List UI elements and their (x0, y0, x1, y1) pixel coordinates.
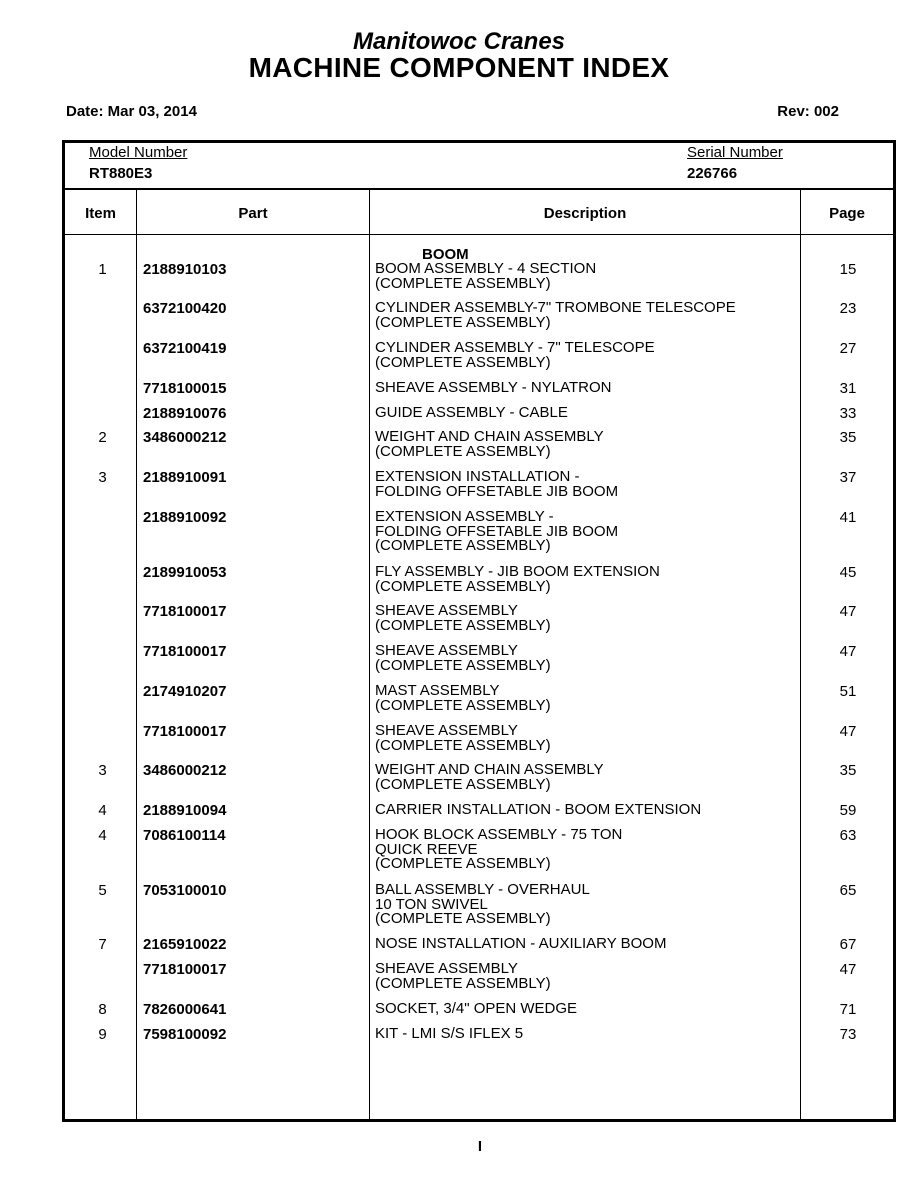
row-description-line: WEIGHT AND CHAIN ASSEMBLY (375, 761, 604, 778)
row-description (375, 262, 805, 291)
serial-number-value: 226766 (687, 165, 738, 182)
row-description-line: CYLINDER ASSEMBLY-7" TROMBONE TELESCOPE (375, 299, 736, 316)
row-description-line: (COMPLETE ASSEMBLY) (375, 910, 551, 927)
document-revision: Rev: 002 (777, 103, 839, 120)
row-description-line: SHEAVE ASSEMBLY - NYLATRON (375, 379, 612, 396)
row-description (375, 828, 805, 872)
row-part-number: 3486000212 (143, 429, 227, 446)
row-item-number: 8 (98, 1001, 107, 1018)
row-item-number: 9 (98, 1026, 107, 1043)
row-part-number: 7718100017 (143, 961, 227, 978)
row-description-line: SHEAVE ASSEMBLY (375, 960, 518, 977)
column-divider-item (136, 190, 137, 1120)
row-description-line: (COMPLETE ASSEMBLY) (375, 353, 551, 371)
header-divider-top (62, 188, 896, 190)
row-description-line: (COMPLETE ASSEMBLY) (375, 616, 551, 634)
row-description (375, 341, 805, 370)
page-number: I (477, 1138, 483, 1155)
row-description-line: (COMPLETE ASSEMBLY) (375, 696, 551, 714)
row-part-number: 7718100017 (143, 643, 227, 660)
row-description-line: EXTENSION INSTALLATION - (375, 468, 580, 485)
row-part-number: 7053100010 (143, 882, 227, 899)
row-part-number: 2188910076 (143, 405, 227, 422)
row-item-number: 2 (98, 429, 107, 446)
row-item-number: 5 (98, 882, 107, 899)
row-item-number: 3 (98, 762, 107, 779)
row-description-line: MAST ASSEMBLY (375, 682, 500, 699)
row-description-line: (COMPLETE ASSEMBLY) (375, 855, 551, 872)
row-description-line: FOLDING OFFSETABLE JIB BOOM (375, 482, 619, 500)
row-part-number: 7086100114 (143, 827, 226, 844)
row-description (375, 1027, 805, 1042)
row-description-line: FLY ASSEMBLY - JIB BOOM EXTENSION (375, 563, 660, 580)
row-description (375, 803, 805, 818)
row-page-number: 73 (839, 1026, 857, 1043)
row-description (375, 381, 805, 396)
row-description (375, 604, 805, 633)
row-description (375, 937, 805, 952)
row-description-line: SOCKET, 3/4" OPEN WEDGE (375, 1000, 578, 1017)
column-header-page: Page (829, 205, 865, 222)
row-description-line: EXTENSION ASSEMBLY - (375, 508, 554, 525)
row-page-number: 71 (839, 1001, 857, 1018)
column-header-part: Part (238, 205, 268, 222)
row-description-line: FOLDING OFFSETABLE JIB BOOM (375, 522, 619, 540)
row-page-number: 27 (839, 340, 857, 357)
row-description (375, 962, 805, 991)
row-description-line: 10 TON SWIVEL (375, 895, 488, 913)
row-item-number: 4 (98, 827, 107, 844)
row-part-number: 2188910092 (143, 509, 227, 526)
row-description-line: BOOM ASSEMBLY - 4 SECTION (375, 260, 597, 277)
row-item-number: 1 (98, 261, 107, 278)
row-description-line: (COMPLETE ASSEMBLY) (375, 537, 551, 554)
row-description-line: (COMPLETE ASSEMBLY) (375, 974, 551, 992)
row-description-line: SHEAVE ASSEMBLY (375, 642, 518, 659)
row-description (375, 684, 805, 713)
row-part-number: 7598100092 (143, 1026, 227, 1043)
company-name: Manitowoc Cranes (352, 28, 566, 55)
row-description (375, 470, 805, 499)
row-page-number: 47 (839, 643, 857, 660)
header-divider-bottom (62, 234, 896, 235)
row-page-number: 23 (839, 300, 857, 317)
row-description-line: (COMPLETE ASSEMBLY) (375, 274, 551, 292)
row-part-number: 2188910091 (143, 469, 227, 486)
row-page-number: 15 (839, 261, 857, 278)
row-description (375, 301, 805, 330)
row-part-number: 2189910053 (143, 564, 227, 581)
row-description-line: QUICK REEVE (375, 840, 478, 858)
row-description-line: (COMPLETE ASSEMBLY) (375, 577, 551, 595)
row-description-line: NOSE INSTALLATION - AUXILIARY BOOM (375, 935, 667, 952)
row-description-line: SHEAVE ASSEMBLY (375, 722, 518, 739)
row-item-number: 7 (98, 936, 107, 953)
row-part-number: 7826000641 (143, 1001, 227, 1018)
row-description-line: KIT - LMI S/S IFLEX 5 (375, 1025, 524, 1042)
document-title: MACHINE COMPONENT INDEX (248, 52, 670, 83)
row-part-number: 2165910022 (143, 936, 227, 953)
row-description (375, 565, 805, 594)
row-description-line: (COMPLETE ASSEMBLY) (375, 736, 551, 754)
row-page-number: 67 (839, 936, 857, 953)
row-description (375, 883, 805, 927)
row-item-number: 3 (98, 469, 107, 486)
row-page-number: 63 (839, 827, 857, 844)
row-description-line: BALL ASSEMBLY - OVERHAUL (375, 881, 590, 898)
row-part-number: 7718100017 (143, 723, 227, 740)
row-description-line: WEIGHT AND CHAIN ASSEMBLY (375, 428, 604, 445)
row-description-line: (COMPLETE ASSEMBLY) (375, 313, 551, 331)
row-description (375, 430, 805, 459)
row-page-number: 47 (839, 723, 857, 740)
row-page-number: 47 (839, 961, 857, 978)
row-part-number: 7718100015 (143, 380, 227, 397)
model-number-label: Model Number (89, 144, 188, 161)
row-part-number: 2174910207 (143, 683, 227, 700)
row-page-number: 35 (839, 429, 857, 446)
row-page-number: 59 (839, 802, 857, 819)
model-number-value: RT880E3 (89, 165, 153, 182)
section-heading-boom: BOOM (422, 246, 469, 263)
row-part-number: 6372100420 (143, 300, 227, 317)
row-description-line: HOOK BLOCK ASSEMBLY - 75 TON (375, 826, 623, 843)
row-description (375, 510, 805, 554)
row-page-number: 41 (839, 509, 857, 526)
row-part-number: 2188910103 (143, 261, 227, 278)
row-page-number: 51 (839, 683, 857, 700)
row-part-number: 3486000212 (143, 762, 227, 779)
row-page-number: 65 (839, 882, 857, 899)
row-description-line: (COMPLETE ASSEMBLY) (375, 656, 551, 674)
row-part-number: 2188910094 (143, 802, 227, 819)
row-description-line: CARRIER INSTALLATION - BOOM EXTENSION (375, 801, 702, 818)
row-description-line: (COMPLETE ASSEMBLY) (375, 775, 551, 793)
row-description-line: SHEAVE ASSEMBLY (375, 602, 518, 619)
column-header-description: Description (543, 205, 627, 222)
row-part-number: 6372100419 (143, 340, 227, 357)
row-part-number: 7718100017 (143, 603, 227, 620)
row-page-number: 35 (839, 762, 857, 779)
row-description-line: (COMPLETE ASSEMBLY) (375, 442, 551, 460)
row-description-line: CYLINDER ASSEMBLY - 7" TELESCOPE (375, 339, 655, 356)
row-description (375, 644, 805, 673)
row-page-number: 31 (839, 380, 857, 397)
row-description-line: GUIDE ASSEMBLY - CABLE (375, 404, 568, 421)
column-header-item: Item (85, 205, 116, 222)
serial-number-label: Serial Number (687, 144, 783, 161)
document-date: Date: Mar 03, 2014 (66, 103, 197, 120)
row-description (375, 724, 805, 753)
row-page-number: 33 (839, 405, 857, 422)
row-item-number: 4 (98, 802, 107, 819)
row-description (375, 763, 805, 792)
row-page-number: 37 (839, 469, 857, 486)
row-description (375, 406, 805, 421)
row-page-number: 45 (839, 564, 857, 581)
row-page-number: 47 (839, 603, 857, 620)
column-divider-part (369, 190, 370, 1120)
row-description (375, 1002, 805, 1017)
